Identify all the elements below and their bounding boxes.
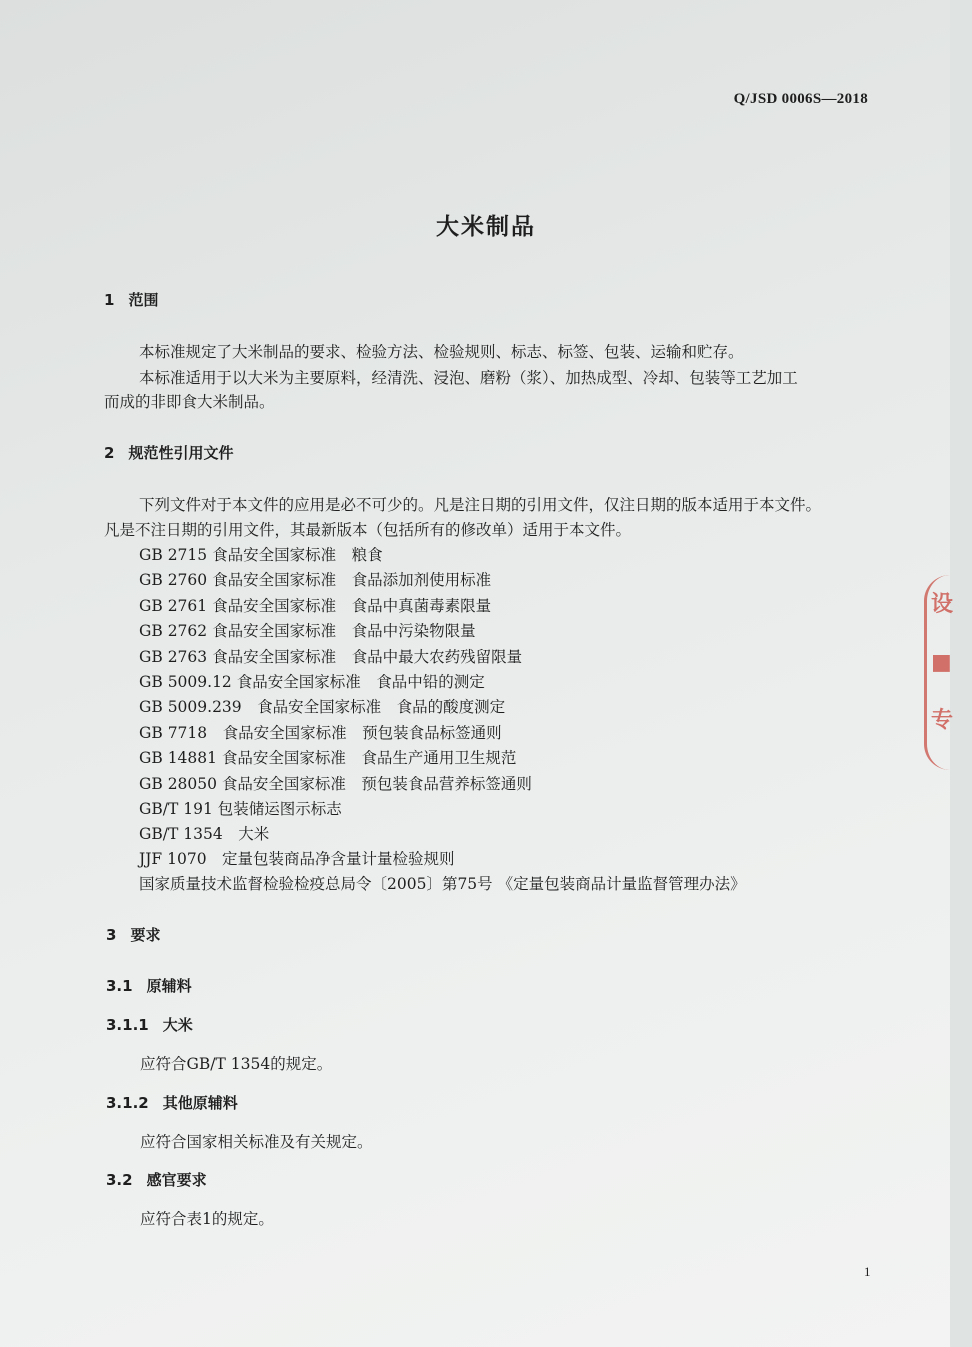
section-3-1-1-text: 应符合GB/T 1354的规定。: [140, 1055, 333, 1073]
section-3-heading: [106, 924, 160, 945]
section-3-title: 要求: [130, 926, 161, 944]
section-2-paragraph-1b: 凡是不注日期的引用文件，其最新版本（包括所有的修改单）适用于本文件。: [104, 521, 632, 539]
reference-item: GB/T 191 包装储运图示标志: [139, 800, 342, 818]
section-3-1-1-number: 3.1.1: [106, 1016, 149, 1034]
section-1-paragraph-2b: 而成的非即食大米制品。: [104, 393, 275, 411]
seal-char: 专: [931, 707, 954, 733]
section-1-paragraph-1: 本标准规定了大米制品的要求、检验方法、检验规则、标志、标签、包装、运输和贮存。: [139, 343, 744, 361]
section-3-1-2-number: 3.1.2: [106, 1094, 149, 1112]
section-3-1-2-text: 应符合国家相关标准及有关规定。: [140, 1133, 373, 1151]
reference-item: GB 2760 食品安全国家标准 食品添加剂使用标准: [139, 571, 492, 589]
reference-item: GB 5009.239 食品安全国家标准 食品的酸度测定: [139, 698, 506, 716]
document-title: 大米制品: [436, 214, 536, 240]
section-1-heading: [104, 289, 158, 310]
section-3-1-1-heading: [106, 1014, 193, 1035]
section-1-number: 1: [104, 291, 115, 309]
section-3-1-number: 3.1: [106, 977, 133, 995]
reference-item: GB 2715 食品安全国家标准 粮食: [139, 546, 383, 564]
reference-item: 国家质量技术监督检验检疫总局令〔2005〕第75号 《定量包装商品计量监督管理办法》: [139, 875, 746, 893]
section-1-title: 范围: [128, 291, 159, 309]
section-3-1-heading: [106, 975, 192, 996]
reference-item: GB 14881 食品安全国家标准 食品生产通用卫生规范: [139, 749, 517, 767]
standard-code: Q/JSD 0006S—2018: [733, 91, 868, 107]
section-3-2-number: 3.2: [106, 1171, 133, 1189]
reference-item: GB/T 1354 大米: [139, 825, 270, 843]
reference-item: GB 2761 食品安全国家标准 食品中真菌毒素限量: [139, 597, 492, 615]
section-2-paragraph-1a: 下列文件对于本文件的应用是必不可少的。凡是注日期的引用文件，仅注日期的版本适用于本文件。: [139, 496, 822, 514]
reference-item: GB 2762 食品安全国家标准 食品中污染物限量: [139, 622, 476, 640]
reference-item: GB 2763 食品安全国家标准 食品中最大农药残留限量: [139, 648, 523, 666]
section-3-1-title: 原辅料: [146, 977, 192, 995]
reference-item: GB 7718 食品安全国家标准 预包装食品标签通则: [139, 724, 502, 742]
reference-item: GB 28050 食品安全国家标准 预包装食品营养标签通则: [139, 775, 532, 793]
section-1-paragraph-2a: 本标准适用于以大米为主要原料，经清洗、浸泡、磨粉（浆）、加热成型、冷却、包装等工艺加工: [139, 369, 798, 387]
section-2-heading: [104, 442, 233, 463]
section-3-2-heading: [106, 1169, 207, 1190]
page-number: 1: [864, 1264, 871, 1279]
section-3-number: 3: [106, 926, 117, 944]
section-3-1-2-title: 其他原辅料: [162, 1094, 238, 1112]
seal-char: 设: [931, 591, 954, 617]
seal-stamp: [924, 575, 954, 770]
section-2-title: 规范性引用文件: [128, 444, 234, 462]
section-3-2-title: 感官要求: [146, 1171, 207, 1189]
reference-item: JJF 1070 定量包装商品净含量计量检验规则: [139, 850, 455, 868]
section-3-1-1-title: 大米: [162, 1016, 193, 1034]
section-3-2-text: 应符合表1的规定。: [140, 1210, 274, 1228]
section-3-1-2-heading: [106, 1092, 238, 1113]
section-2-number: 2: [104, 444, 115, 462]
seal-char: ■: [931, 649, 952, 675]
reference-item: GB 5009.12 食品安全国家标准 食品中铅的测定: [139, 673, 485, 691]
